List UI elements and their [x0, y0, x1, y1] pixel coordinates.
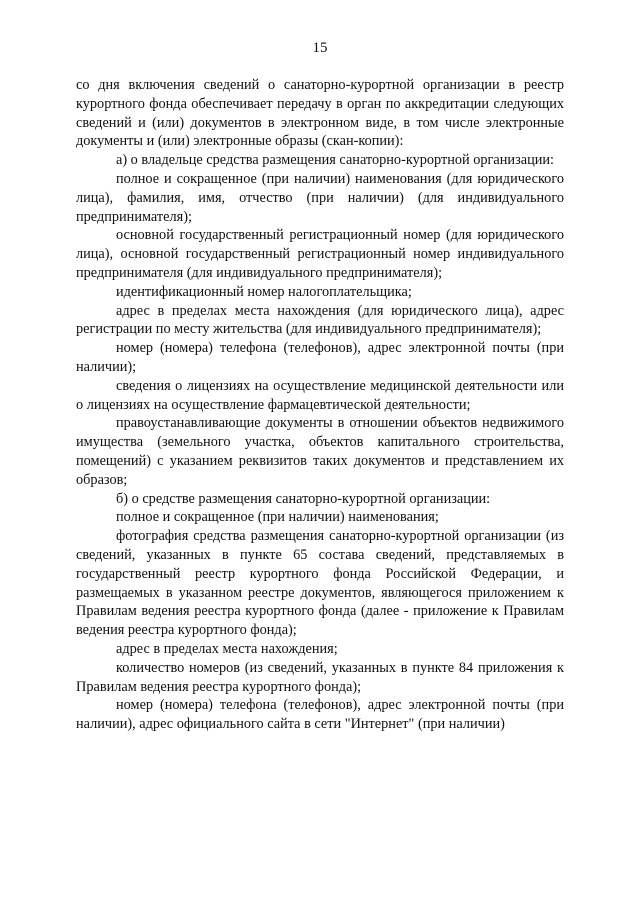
paragraph: правоустанавливающие документы в отношении объектов недвижимого имущества (земельного участка, объектов капитального строительства, помещений) с указанием реквизитов таких документов и представлением их образов;: [76, 415, 564, 488]
paragraph: идентификационный номер налогоплательщика;: [116, 283, 412, 300]
paragraph: со дня включения сведений о санаторно-курортной организации в реестр курортного фонда обеспечивает передачу в орган по аккредитации следующих сведений и (или) документов в электронном виде, в том числе электронные документы и (или) электронные образы (скан-копии):: [76, 77, 564, 150]
paragraph: номер (номера) телефона (телефонов), адрес электронной почты (при наличии);: [76, 340, 564, 375]
document-body: [76, 76, 564, 734]
paragraph: адрес в пределах места нахождения (для юридического лица), адрес регистрации по месту жительства (для индивидуального предпринимателя);: [76, 302, 564, 338]
paragraph: а) о владельце средства размещения санаторно-курортной организации:: [116, 152, 554, 169]
paragraph: б) о средстве размещения санаторно-курортной организации:: [116, 490, 491, 507]
paragraph: количество номеров (из сведений, указанных в пункте 84 приложения к Правилам ведения реестра курортного фонда);: [76, 659, 564, 695]
paragraph: номер (номера) телефона (телефонов), адрес электронной почты (при наличии), адрес официального сайта в сети "Интернет" (при наличии): [76, 697, 564, 733]
paragraph: полное и сокращенное (при наличии) наименования;: [116, 509, 439, 526]
paragraph: адрес в пределах места нахождения;: [116, 640, 338, 657]
page-number: 15: [312, 40, 328, 56]
paragraph: основной государственный регистрационный номер (для юридического лица), основной государственный регистрационный номер индивидуального предпринимателя (для индивидуального предпринимателя);: [76, 227, 564, 281]
paragraph: сведения о лицензиях на осуществление медицинской деятельности или о лицензиях на осуществление фармацевтической деятельности;: [76, 377, 564, 413]
paragraph: полное и сокращенное (при наличии) наименования (для юридического лица), фамилия, имя, отчество (при наличии) (для индивидуального предпринимателя);: [76, 170, 564, 225]
paragraph: фотография средства размещения санаторно-курортной организации (из сведений, указанных в пункте 65 состава сведений, представляемых в государственный реестр курортного фонда Российской Федерации, и размещаемых в указанном реестре документов, являющегося приложением к Правилам ведения реестра курортного фонда (далее - приложение к Правилам ведения реестра курортного фонда);: [76, 528, 564, 639]
